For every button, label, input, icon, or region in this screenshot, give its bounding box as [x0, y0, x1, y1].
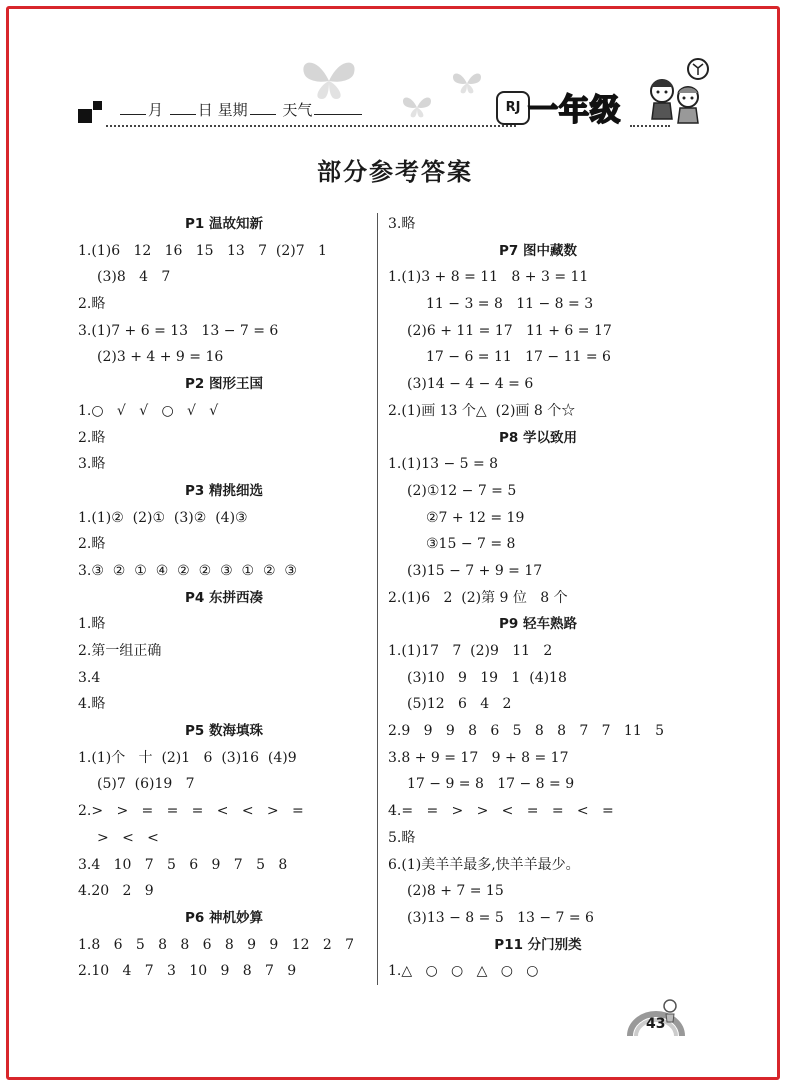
children-soccer-icon [638, 57, 718, 129]
answer-line: 2.(1)6 2 (2)第 9 位 8 个 [388, 589, 568, 606]
answer-line: > < < [97, 829, 159, 846]
section-heading: P3 精挑细选 [185, 482, 263, 499]
answer-line: 5.略 [388, 829, 416, 846]
answer-line: 3.③ ② ① ④ ② ② ③ ① ② ③ [78, 562, 297, 579]
section-heading: P4 东拼西凑 [185, 589, 263, 606]
answer-line: 3.略 [388, 216, 416, 232]
answer-line: 3.8 + 9 = 17 9 + 8 = 17 [388, 749, 569, 766]
header-dotted-rule-right [630, 125, 670, 127]
answer-line: 3.(1)7 + 6 = 13 13 − 7 = 6 [78, 322, 279, 339]
answer-line: 3.4 10 7 5 6 9 7 5 8 [78, 856, 288, 873]
answer-line: 1.8 6 5 8 8 6 8 9 9 12 2 7 [78, 936, 355, 953]
answer-line: (3)14 − 4 − 4 = 6 [407, 376, 534, 393]
answer-line: (3)15 − 7 + 9 = 17 [407, 562, 543, 579]
answer-line: 3.略 [78, 456, 106, 473]
section-heading: P5 数海填珠 [185, 723, 263, 740]
answer-line: 2.略 [78, 536, 106, 553]
answer-line: 17 − 6 = 11 17 − 11 = 6 [426, 349, 611, 366]
butterfly-small-icon [400, 93, 434, 121]
answer-line: 17 − 9 = 8 17 − 8 = 9 [407, 776, 575, 793]
answer-line: 6.(1)美羊羊最多,快羊羊最少。 [388, 856, 580, 873]
answer-line: 11 − 3 = 8 11 − 8 = 3 [426, 296, 594, 313]
answer-line: 1.○ √ √ ○ √ √ [78, 402, 219, 419]
page-title: 部分参考答案 [317, 158, 473, 186]
answer-line: 1.(1)6 12 16 15 13 7 (2)7 1 [78, 242, 327, 259]
answer-line: 1.(1)13 − 5 = 8 [388, 456, 499, 473]
header-dotted-rule [106, 125, 516, 127]
column-divider [377, 213, 378, 985]
answer-line: 1.(1)② (2)① (3)② (4)③ [78, 509, 248, 526]
answer-line: 2.第一组正确 [78, 643, 162, 659]
answer-line: 1.△ ○ ○ △ ○ ○ [388, 963, 539, 980]
answer-line: (2)3 + 4 + 9 = 16 [97, 349, 224, 366]
answer-line: 1.(1)个 十 (2)1 6 (3)16 (4)9 [78, 749, 297, 766]
answer-line: 2.略 [78, 296, 106, 313]
answer-line: 2.(1)画 13 个△ (2)画 8 个☆ [388, 402, 576, 419]
answer-line: 2.10 4 7 3 10 9 8 7 9 [78, 963, 297, 980]
page-header [78, 55, 718, 135]
answer-line: (5)7 (6)19 7 [97, 776, 195, 793]
section-heading: P9 轻车熟路 [499, 616, 577, 633]
answers-left-column [78, 211, 370, 985]
section-heading: P7 图中藏数 [499, 242, 577, 259]
day-label: 日 [197, 101, 213, 119]
answer-line: 4.20 2 9 [78, 883, 154, 900]
section-heading: P6 神机妙算 [185, 909, 263, 926]
answer-line: 2.9 9 9 8 6 5 8 8 7 7 11 5 [388, 723, 665, 740]
answer-line: (2)8 + 7 = 15 [407, 883, 504, 900]
answers-right-column [388, 211, 688, 985]
answer-line: ②7 + 12 = 19 [426, 509, 525, 526]
weather-label: 天气 [282, 101, 313, 119]
section-heading: P1 温故知新 [185, 216, 263, 232]
page-number: 43 [646, 1016, 666, 1032]
answer-line: 2.略 [78, 429, 106, 446]
butterfly-small-icon [450, 69, 484, 97]
answer-line: (2)①12 − 7 = 5 [407, 482, 517, 499]
corner-blocks-icon [78, 99, 104, 125]
answer-line: 1.略 [78, 616, 106, 633]
month-label: 月 [148, 101, 164, 119]
section-heading: P8 学以致用 [499, 429, 577, 446]
butterfly-icon [298, 55, 360, 105]
answer-line: 2.> > = = = < < > = [78, 803, 304, 820]
badge-grade: 一年级 [528, 93, 621, 128]
badge-rj: RJ [496, 91, 530, 125]
section-heading: P11 分门别类 [494, 936, 582, 953]
answer-line: 1.(1)3 + 8 = 11 8 + 3 = 11 [388, 269, 589, 286]
answer-line: 1.(1)17 7 (2)9 11 2 [388, 643, 553, 659]
answer-line: (5)12 6 4 2 [407, 696, 512, 713]
answer-line: (2)6 + 11 = 17 11 + 6 = 17 [407, 322, 612, 339]
section-heading: P2 图形王国 [185, 376, 263, 393]
answer-line: ③15 − 7 = 8 [426, 536, 516, 553]
answer-line: (3)13 − 8 = 5 13 − 7 = 6 [407, 909, 594, 926]
answer-line: 4.= = > > < = = < = [388, 803, 614, 820]
answer-line: (3)10 9 19 1 (4)18 [407, 669, 567, 686]
weekday-label: 星期 [217, 101, 248, 119]
answer-line: 3.4 [78, 669, 101, 686]
answer-line: 4.略 [78, 696, 106, 713]
answer-line: (3)8 4 7 [97, 269, 171, 286]
